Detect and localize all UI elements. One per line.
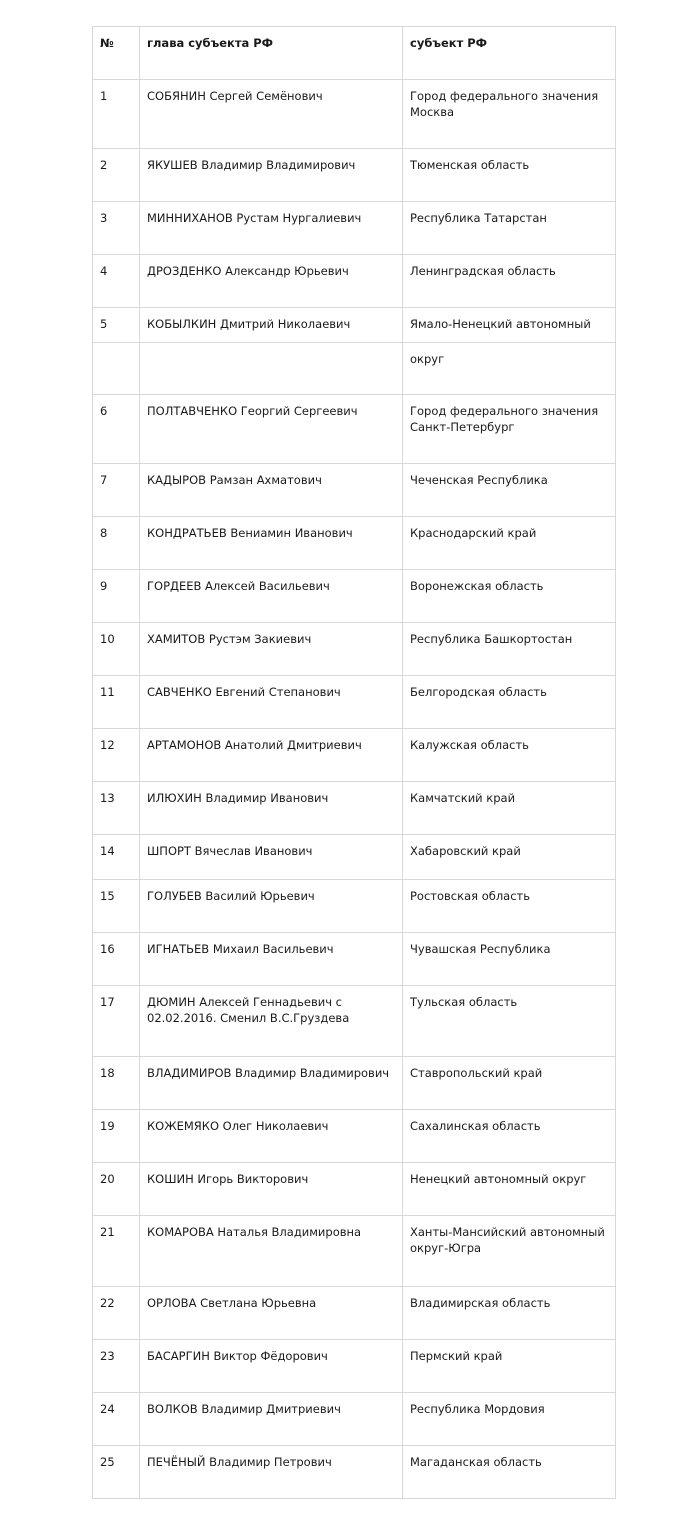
cell-number: 20 [93, 1163, 140, 1216]
cell-head-name: САВЧЕНКО Евгений Степанович [140, 676, 403, 729]
table-row [93, 343, 616, 395]
cell-number: 14 [93, 835, 140, 880]
cell-head-name: ГОЛУБЕВ Василий Юрьевич [140, 880, 403, 933]
cell-subject-name: Чувашская Республика [403, 933, 616, 986]
table-row [93, 1446, 616, 1499]
cell-subject-name: Республика Мордовия [403, 1393, 616, 1446]
cell-head-name: КОМАРОВА Наталья Владимировна [140, 1216, 403, 1287]
cell-head-name: ХАМИТОВ Рустэм Закиевич [140, 623, 403, 676]
table-row [93, 1393, 616, 1446]
table-row [93, 782, 616, 835]
cell-subject-name: Ханты-Мансийский автономный округ-Югра [403, 1216, 616, 1287]
cell-subject-name: Магаданская область [403, 1446, 616, 1499]
cell-subject-name: Владимирская область [403, 1287, 616, 1340]
header-number: № [93, 27, 140, 80]
table-header-row [93, 27, 616, 80]
cell-number: 3 [93, 202, 140, 255]
cell-head-name: ПОЛТАВЧЕНКО Георгий Сергеевич [140, 395, 403, 464]
cell-number: 18 [93, 1057, 140, 1110]
cell-head-name: ВЛАДИМИРОВ Владимир Владимирович [140, 1057, 403, 1110]
cell-subject-name: Пермский край [403, 1340, 616, 1393]
table-row [93, 880, 616, 933]
cell-head-name: ИГНАТЬЕВ Михаил Васильевич [140, 933, 403, 986]
table-row [93, 835, 616, 880]
cell-subject-name: Ставропольский край [403, 1057, 616, 1110]
cell-number: 23 [93, 1340, 140, 1393]
cell-subject-name: Ростовская область [403, 880, 616, 933]
governors-table [92, 26, 616, 1499]
cell-head-name: ИЛЮХИН Владимир Иванович [140, 782, 403, 835]
table-row [93, 1057, 616, 1110]
table-row [93, 464, 616, 517]
cell-number: 2 [93, 149, 140, 202]
cell-subject-name: Калужская область [403, 729, 616, 782]
table-row [93, 1340, 616, 1393]
cell-head-name: ПЕЧЁНЫЙ Владимир Петрович [140, 1446, 403, 1499]
cell-head-name: КОНДРАТЬЕВ Вениамин Иванович [140, 517, 403, 570]
cell-number: 4 [93, 255, 140, 308]
cell-number: 19 [93, 1110, 140, 1163]
table-row [93, 1163, 616, 1216]
cell-head-name: АРТАМОНОВ Анатолий Дмитриевич [140, 729, 403, 782]
table-row [93, 676, 616, 729]
cell-head-name: КОБЫЛКИН Дмитрий Николаевич [140, 308, 403, 343]
cell-subject-name: Чеченская Республика [403, 464, 616, 517]
table-row [93, 623, 616, 676]
table-row [93, 517, 616, 570]
cell-number: 11 [93, 676, 140, 729]
cell-head-name: ОРЛОВА Светлана Юрьевна [140, 1287, 403, 1340]
governors-table-container [92, 26, 615, 1499]
cell-subject-name: Ямало-Ненецкий автономный [403, 308, 616, 343]
cell-number: 22 [93, 1287, 140, 1340]
cell-subject-name: Ненецкий автономный округ [403, 1163, 616, 1216]
cell-number: 10 [93, 623, 140, 676]
cell-head-name: ЯКУШЕВ Владимир Владимирович [140, 149, 403, 202]
table-row [93, 570, 616, 623]
cell-subject-name: Белгородская область [403, 676, 616, 729]
cell-number: 17 [93, 986, 140, 1057]
cell-number: 8 [93, 517, 140, 570]
cell-head-name: ГОРДЕЕВ Алексей Васильевич [140, 570, 403, 623]
cell-number [93, 343, 140, 395]
table-row [93, 395, 616, 464]
cell-number: 9 [93, 570, 140, 623]
cell-subject-name: Ленинградская область [403, 255, 616, 308]
table-row [93, 308, 616, 343]
cell-subject-name: Республика Татарстан [403, 202, 616, 255]
cell-head-name: СОБЯНИН Сергей Семёнович [140, 80, 403, 149]
cell-number: 6 [93, 395, 140, 464]
cell-subject-name: Хабаровский край [403, 835, 616, 880]
table-row [93, 202, 616, 255]
table-row [93, 255, 616, 308]
cell-number: 5 [93, 308, 140, 343]
cell-number: 7 [93, 464, 140, 517]
table-row [93, 80, 616, 149]
cell-subject-name: Воронежская область [403, 570, 616, 623]
cell-number: 16 [93, 933, 140, 986]
cell-number: 24 [93, 1393, 140, 1446]
cell-number: 15 [93, 880, 140, 933]
table-row [93, 1216, 616, 1287]
cell-subject-name: Краснодарский край [403, 517, 616, 570]
cell-head-name [140, 343, 403, 395]
cell-number: 1 [93, 80, 140, 149]
cell-subject-name: Тюменская область [403, 149, 616, 202]
cell-number: 25 [93, 1446, 140, 1499]
cell-subject-name: Город федерального значения Москва [403, 80, 616, 149]
cell-head-name: КОЖЕМЯКО Олег Николаевич [140, 1110, 403, 1163]
cell-subject-name: Город федерального значения Санкт-Петербург [403, 395, 616, 464]
header-subject: субъект РФ [403, 27, 616, 80]
header-head-of-subject: глава субъекта РФ [140, 27, 403, 80]
table-row [93, 933, 616, 986]
cell-subject-name: Тульская область [403, 986, 616, 1057]
cell-head-name: КАДЫРОВ Рамзан Ахматович [140, 464, 403, 517]
cell-head-name: ШПОРТ Вячеслав Иванович [140, 835, 403, 880]
cell-head-name: КОШИН Игорь Викторович [140, 1163, 403, 1216]
cell-subject-name: Сахалинская область [403, 1110, 616, 1163]
cell-number: 13 [93, 782, 140, 835]
cell-number: 21 [93, 1216, 140, 1287]
table-row [93, 986, 616, 1057]
table-row [93, 149, 616, 202]
table-body [93, 80, 616, 1499]
cell-subject-name: округ [403, 343, 616, 395]
cell-subject-name: Камчатский край [403, 782, 616, 835]
table-row [93, 1110, 616, 1163]
table-row [93, 1287, 616, 1340]
cell-number: 12 [93, 729, 140, 782]
cell-head-name: МИННИХАНОВ Рустам Нургалиевич [140, 202, 403, 255]
cell-head-name: ДЮМИН Алексей Геннадьевич с 02.02.2016. Сменил В.С.Груздева [140, 986, 403, 1057]
cell-head-name: ВОЛКОВ Владимир Дмитриевич [140, 1393, 403, 1446]
table-row [93, 729, 616, 782]
cell-subject-name: Республика Башкортостан [403, 623, 616, 676]
cell-head-name: ДРОЗДЕНКО Александр Юрьевич [140, 255, 403, 308]
cell-head-name: БАСАРГИН Виктор Фёдорович [140, 1340, 403, 1393]
